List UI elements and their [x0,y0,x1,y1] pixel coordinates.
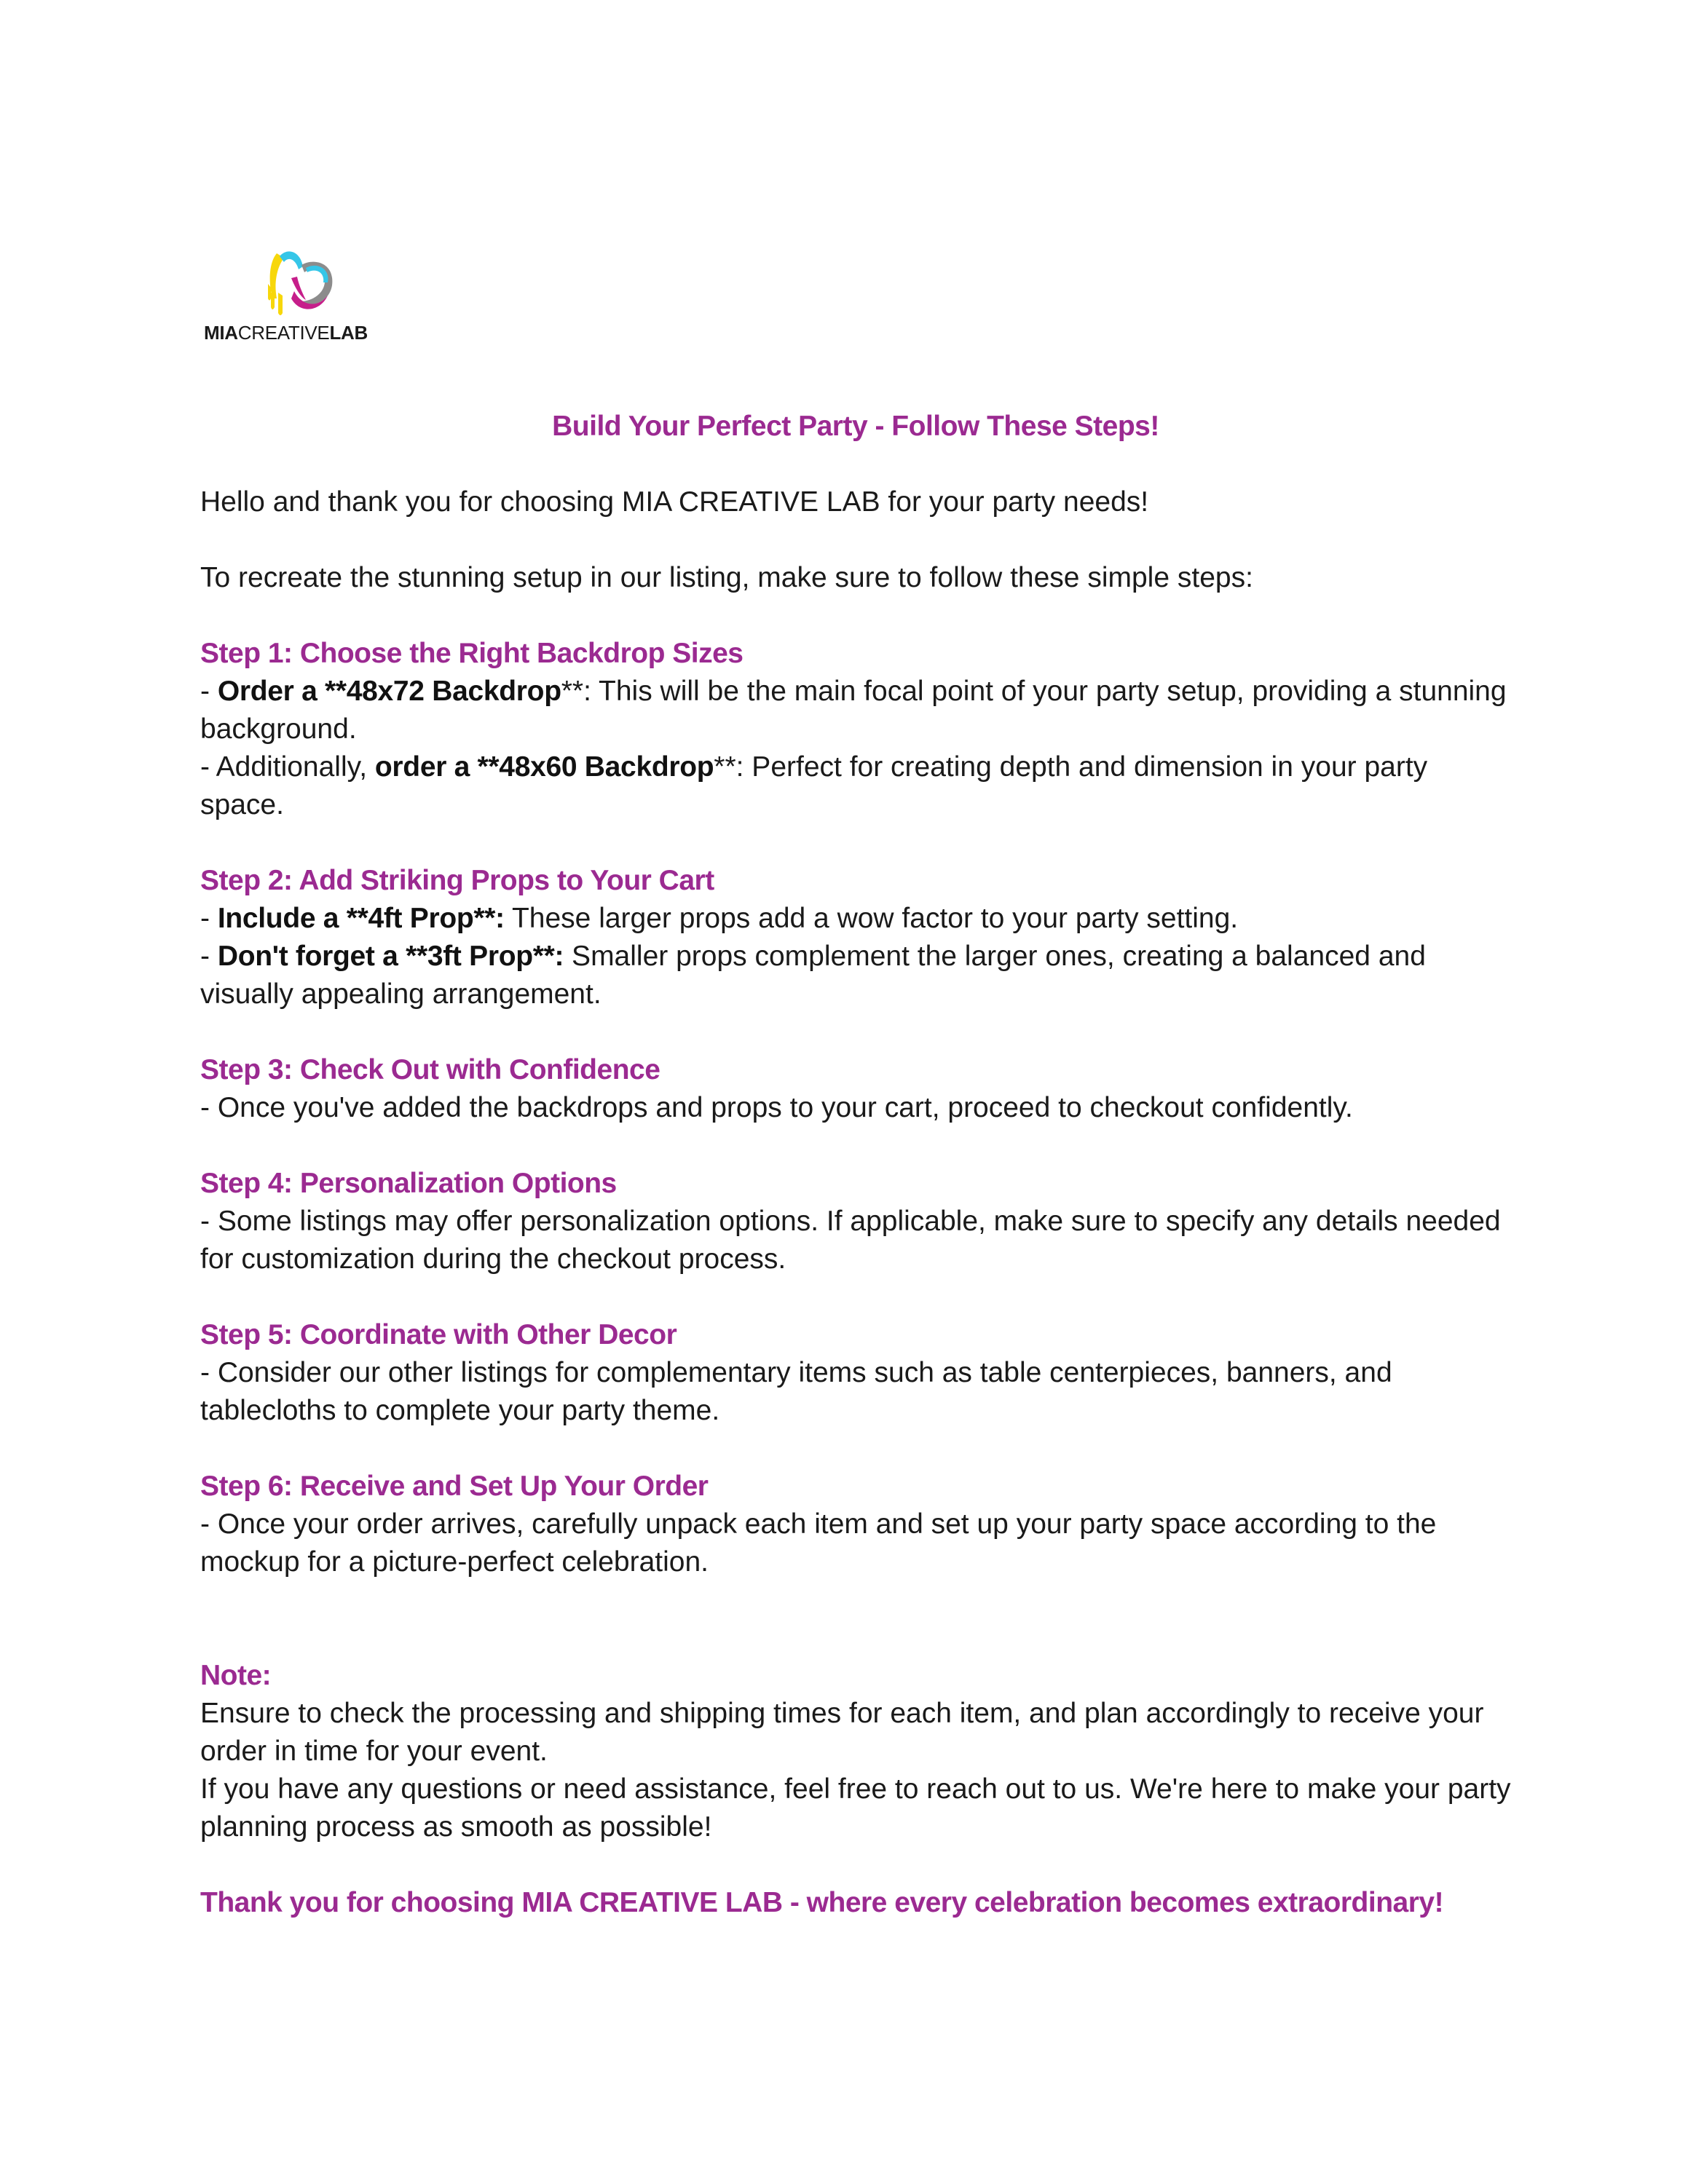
step-6-text: - Once your order arrives, carefully unpack each item and set up your party space according to the mockup for a picture-perfect celebration. [200,1508,1437,1578]
step-1-line-2: - Additionally, order a **48x60 Backdrop**: Perfect for creating depth and dimension in your party space. [200,751,1428,820]
note-heading: Note: [200,1660,272,1691]
step-1-heading: Step 1: Choose the Right Backdrop Sizes [200,638,744,669]
step-6-heading: Step 6: Receive and Set Up Your Order [200,1471,709,1502]
step-4-text: - Some listings may offer personalization options. If applicable, make sure to specify any details needed for customization during the checkout process. [200,1206,1501,1275]
logo-wordmark: MIACREATIVELAB [204,322,368,344]
document-body [200,408,1511,1922]
step-4-heading: Step 4: Personalization Options [200,1168,617,1199]
step-5-text: - Consider our other listings for complementary items such as table centerpieces, banners, and tablecloths to complete your party theme. [200,1357,1392,1426]
step-2-line-2: - Don't forget a **3ft Prop**: Smaller props complement the larger ones, creating a balanced and visually appealing arrangement. [200,941,1426,1010]
intro-greeting: Hello and thank you for choosing MIA CREATIVE LAB for your party needs! [200,486,1149,518]
note-line-2: If you have any questions or need assistance, feel free to reach out to us. We're here to make your party planning process as smooth as possible! [200,1773,1511,1843]
step-2-line-1: - Include a **4ft Prop**: These larger props add a wow factor to your party setting. [200,903,1239,934]
intro-instructions: To recreate the stunning setup in our listing, make sure to follow these simple steps: [200,562,1253,593]
step-3-text: - Once you've added the backdrops and props to your cart, proceed to checkout confidently. [200,1092,1353,1123]
step-2-heading: Step 2: Add Striking Props to Your Cart [200,865,714,896]
step-1-line-1: - Order a **48x72 Backdrop**: This will be the main focal point of your party setup, providing a stunning background. [200,676,1507,745]
step-5-heading: Step 5: Coordinate with Other Decor [200,1319,677,1350]
mia-logo-icon [262,248,342,320]
note-line-1: Ensure to check the processing and shipping times for each item, and plan accordingly to receive your order in time for your event. [200,1698,1484,1767]
page-title: Build Your Perfect Party - Follow These Steps! [552,411,1159,442]
closing-message: Thank you for choosing MIA CREATIVE LAB - where every celebration becomes extraordinary! [200,1887,1444,1918]
step-3-heading: Step 3: Check Out with Confidence [200,1054,660,1085]
brand-logo [204,248,393,357]
